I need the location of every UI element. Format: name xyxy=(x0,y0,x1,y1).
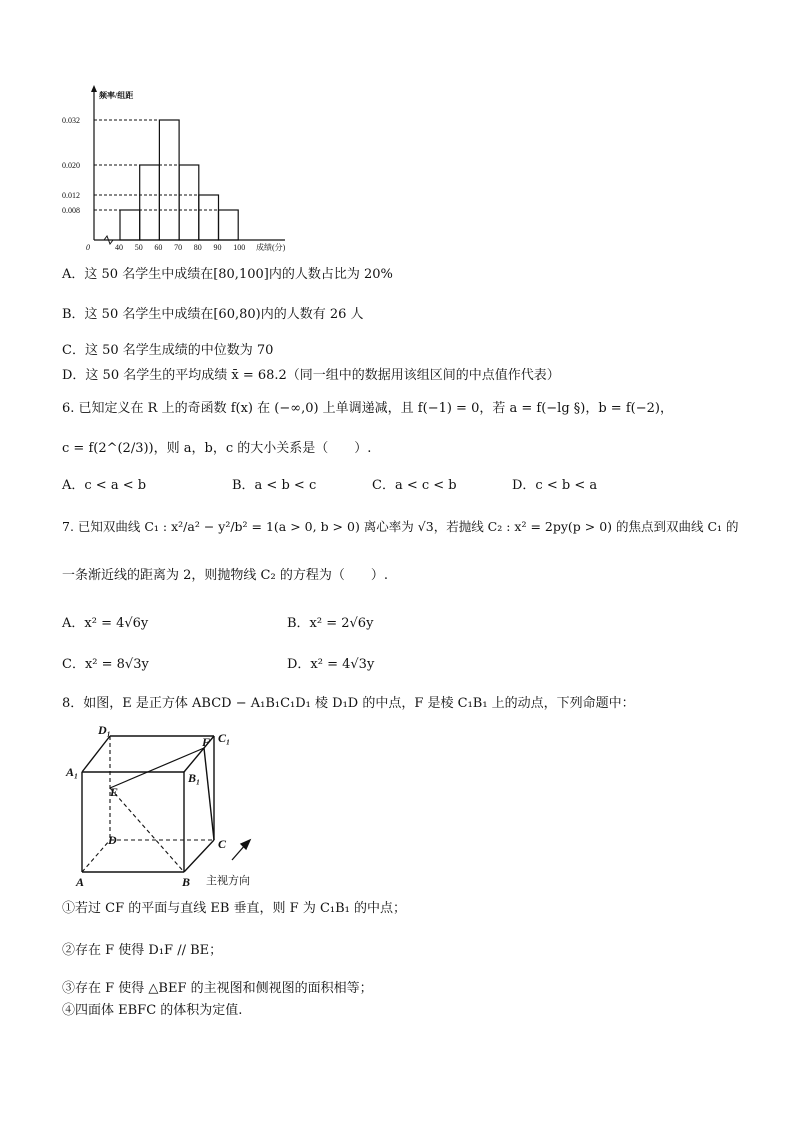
q6-option-a: A．c < a < b xyxy=(62,478,147,493)
q7-option-c: C．x² = 8√3y xyxy=(62,657,149,672)
label-d: D xyxy=(108,833,117,847)
label-e: E xyxy=(110,785,119,799)
label-c1: C₁ xyxy=(218,731,231,745)
histogram-bar xyxy=(179,165,199,240)
y-tick-label: 0.032 xyxy=(62,116,80,125)
x-tick-label: 70 xyxy=(174,243,183,252)
histogram-bar xyxy=(159,120,179,240)
histogram-bar xyxy=(120,210,140,240)
label-b1: B₁ xyxy=(188,771,201,785)
q5-option-a: A．这 50 名学生中成绩在[80,100]内的人数占比为 20% xyxy=(62,267,393,282)
q8-statement-4: ④四面体 EBFC 的体积为定值. xyxy=(62,1003,243,1018)
origin-label: 0 xyxy=(86,243,90,252)
x-tick-label: 100 xyxy=(233,243,246,252)
q7-option-a: A．x² = 4√6y xyxy=(62,616,149,631)
q6-option-b: B．a < b < c xyxy=(232,478,317,493)
q8-stem: 8．如图，E 是正方体 ABCD − A₁B₁C₁D₁ 棱 D₁D 的中点，F 是棱 C₁B₁ 上的动点，下列命题中： xyxy=(62,696,635,711)
q6-stem-line2: c = f(2^(2/3))，则 a，b，c 的大小关系是（ ）. xyxy=(62,441,372,456)
y-tick-label: 0.020 xyxy=(62,161,80,170)
label-a: A xyxy=(76,875,85,889)
edge-a1-d1 xyxy=(82,736,110,772)
q7-stem-line2: 一条渐近线的距离为 2，则抛物线 C₂ 的方程为（ ）. xyxy=(62,568,388,583)
label-c: C xyxy=(218,837,227,851)
hidden-segment-e-b xyxy=(110,788,184,872)
edge-b-c xyxy=(184,840,214,872)
x-tick-label: 50 xyxy=(134,243,143,252)
q7-option-b: B．x² = 2√6y xyxy=(287,616,374,631)
label-b: B xyxy=(182,875,191,889)
q5-option-c: C．这 50 名学生成绩的中位数为 70 xyxy=(62,343,274,358)
q5-option-d: D．这 50 名学生的平均成绩 x̄ = 68.2（同一组中的数据用该组区间的中点值作代表） xyxy=(62,368,560,383)
label-f: F xyxy=(202,735,211,749)
q7-option-d: D．x² = 4√3y xyxy=(287,657,375,672)
q7-stem-line1: 7. 已知双曲线 C₁ : x²/a² − y²/b² = 1(a > 0, b > 0) 离心率为 √3，若抛线 C₂ : x² = 2py(p > 0) 的焦点到双曲线 C₁ 的 xyxy=(62,519,739,534)
x-axis-label: 成绩(分) xyxy=(256,243,286,252)
histogram-bar xyxy=(199,195,219,240)
q8-statement-2: ②存在 F 使得 D₁F // BE； xyxy=(62,943,223,958)
cube-figure xyxy=(60,722,280,892)
histogram-bar xyxy=(140,165,160,240)
y-tick-label: 0.012 xyxy=(62,191,80,200)
q6-option-c: C．a < c < b xyxy=(372,478,457,493)
view-direction-label: 主视方向 xyxy=(206,874,250,887)
histogram-svg xyxy=(60,80,300,255)
label-a1: A₁ xyxy=(66,765,79,779)
x-tick-label: 40 xyxy=(115,243,123,252)
histogram-labels xyxy=(62,90,286,252)
x-tick-label: 60 xyxy=(154,243,163,252)
histogram-bar xyxy=(219,210,239,240)
y-axis-arrow xyxy=(91,85,97,92)
x-tick-label: 90 xyxy=(213,243,222,252)
cube-svg xyxy=(60,722,280,892)
y-tick-label: 0.008 xyxy=(62,206,80,215)
q8-statement-3: ③存在 F 使得 △BEF 的主视图和侧视图的面积相等； xyxy=(62,981,373,996)
q5-option-b: B．这 50 名学生中成绩在[60,80)内的人数有 26 人 xyxy=(62,307,364,322)
q8-statement-1: ①若过 CF 的平面与直线 EB 垂直，则 F 为 C₁B₁ 的中点； xyxy=(62,901,407,916)
segment-f-c xyxy=(204,748,214,840)
label-d1: D₁ xyxy=(98,723,111,737)
q6-option-d: D．c < b < a xyxy=(512,478,598,493)
frequency-histogram xyxy=(60,80,300,255)
y-axis-label: 频率/组距 xyxy=(99,91,134,100)
histogram-bars xyxy=(120,120,238,240)
hidden-edge-a-d xyxy=(82,840,110,872)
histogram-guide-lines xyxy=(94,120,219,210)
q6-stem-line1: 6. 已知定义在 R 上的奇函数 f(x) 在 (−∞,0) 上单调递减，且 f(−1) = 0，若 a = f(−lg §)，b = f(−2)， xyxy=(62,401,673,416)
x-tick-label: 80 xyxy=(193,243,202,252)
